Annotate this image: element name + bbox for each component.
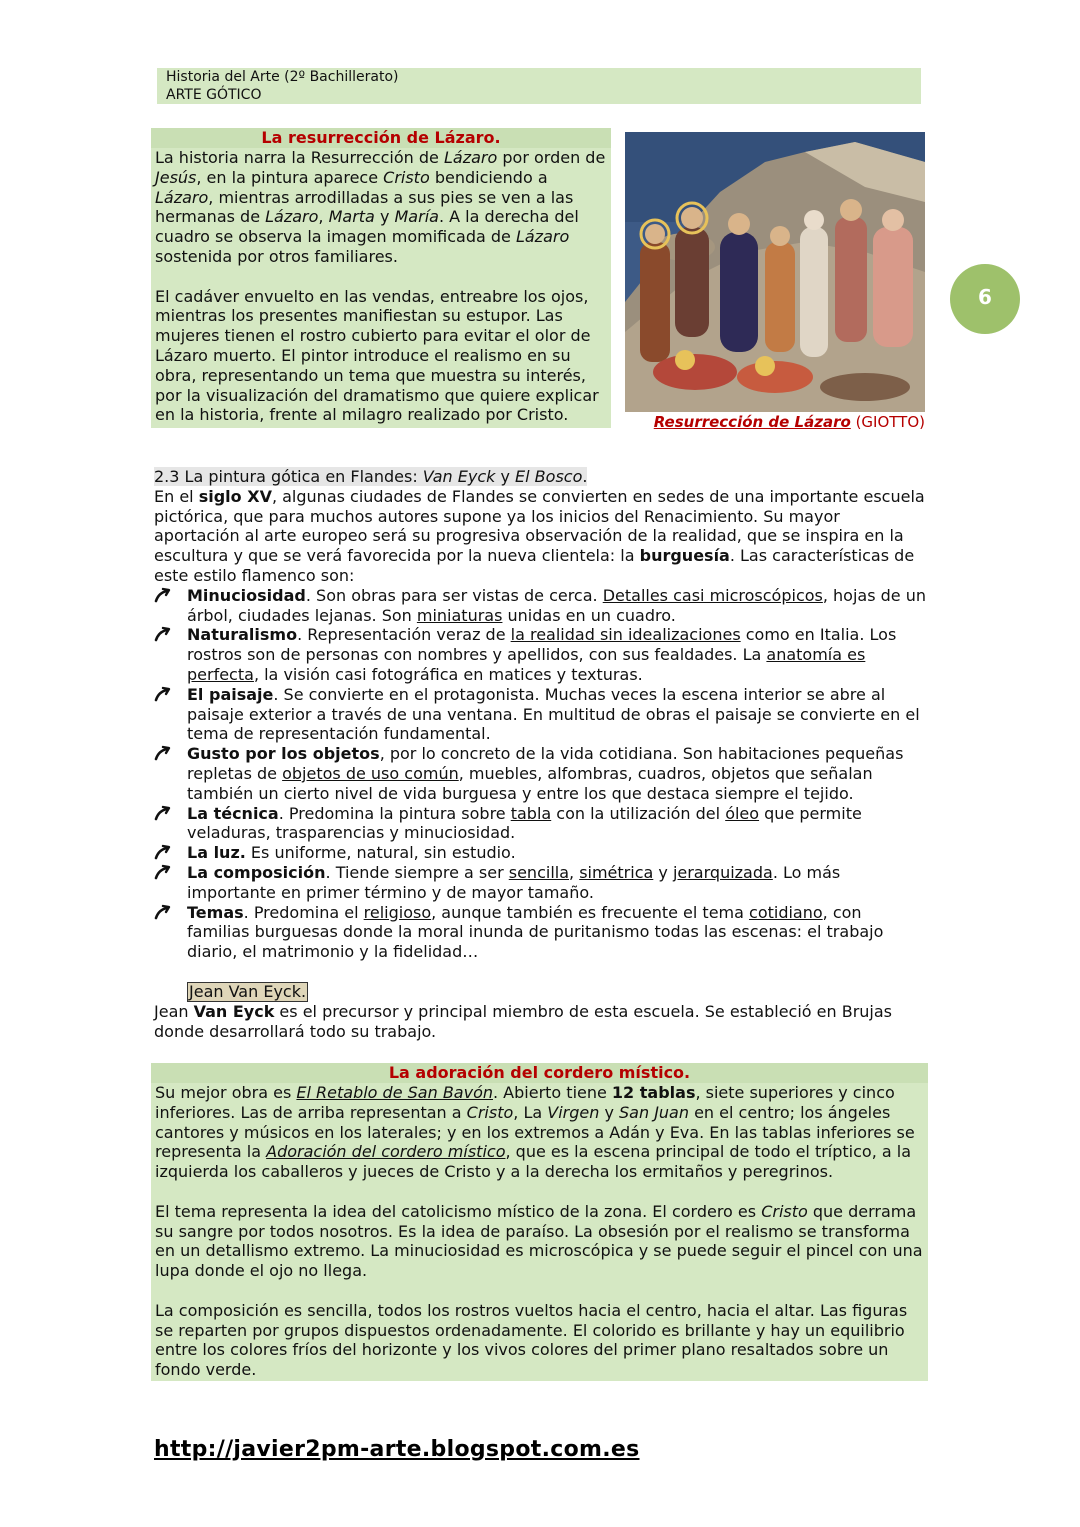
caption-author: (GIOTTO)	[850, 413, 925, 431]
cordero-text	[151, 1083, 928, 1380]
vaneyck-paragraph: Jean Van Eyck es el precursor y principal miembro de esta escuela. Se estableció en Brujas donde desarrollará todo su trabajo.	[154, 1001, 892, 1041]
bullet-arrow-icon	[154, 685, 176, 705]
cordero-box	[151, 1063, 928, 1381]
painting-caption	[625, 413, 925, 431]
flanders-section	[154, 467, 926, 1041]
section-heading: 2.3 La pintura gótica en Flandes: Van Eyck y El Bosco.	[154, 467, 588, 486]
unit-title: ARTE GÓTICO	[166, 87, 262, 103]
list-item: El paisaje. Se convierte en el protagonista. Muchas veces la escena interior se abre al paisaje exterior a través de una ventana. En multitud de obras el paisaje se convierte en el tema de representación fundamental.	[154, 685, 926, 744]
page-number-badge: 6	[950, 264, 1020, 334]
section-intro: En el siglo XV, algunas ciudades de Flandes se convierten en sedes de una importante escuela pictórica, que para muchos autores supone ya los inicios del Renacimiento. Su mayor aportación al arte europeo será su progresiva observación de la realidad, que se inspira en la escultura y que se verá favorecida por la nueva clientela: la burguesía. Las características de este estilo flamenco son:	[154, 486, 925, 585]
list-item: La técnica. Predomina la pintura sobre tabla con la utilización del óleo que permite veladuras, trasparencias y minuciosidad.	[154, 804, 926, 844]
list-item: Gusto por los objetos, por lo concreto de la vida cotidiana. Son habitaciones pequeñas repletas de objetos de uso común, muebles, alfombras, cuadros, objetos que señalan también un cierto nivel de vida burguesa y entre los que destaca siempre el tejido.	[154, 744, 926, 803]
vaneyck-label: Jean Van Eyck.	[189, 981, 307, 1001]
document-header	[157, 68, 921, 104]
list-item: Temas. Predomina el religioso, aunque también es frecuente el tema cotidiano, con familias burguesas donde la moral inunda de puritanismo todas las escenas: el trabajo diario, el matrimonio y la fidelidad…	[154, 903, 926, 962]
bullet-arrow-icon	[154, 843, 176, 863]
bullet-arrow-icon	[154, 863, 176, 883]
list-item: Naturalismo. Representación veraz de la realidad sin idealizaciones como en Italia. Los rostros son de personas con nombres y apellidos, con sus fealdades. La anatomía es perfecta, la visión casi fotográfica en matices y texturas.	[154, 625, 926, 684]
vaneyck-heading-line	[154, 982, 926, 1002]
bullet-arrow-icon	[154, 744, 176, 764]
cordero-paragraph-1: Su mejor obra es El Retablo de San Bavón. Abierto tiene 12 tablas, siete superiores y cinco inferiores. Las de arriba representan a Cristo, La Virgen y San Juan en el centro; los ángeles cantores y músicos en los laterales; y en los extremos a Adán y Eva. En las tablas inferiores se representa la Adoración del cordero místico, que es la escena principal de todo el tríptico, a la izquierda los caballeros y jueces de Cristo y a la derecha los ermitaños y peregrinos.	[155, 1083, 915, 1182]
cordero-paragraph-3: La composición es sencilla, todos los rostros vueltos hacia el centro, hacia el altar. Las figuras se reparten por grupos dispuestos ordenadamente. El colorido es brillante y hay un equilibrio entre los colores fríos del horizonte y los vivos colores del primer plano resaltados sobre un fondo verde.	[155, 1300, 908, 1380]
lazaro-text	[151, 148, 611, 425]
cordero-paragraph-2: El tema representa la idea del catolicismo místico de la zona. El cordero es Cristo que derrama su sangre por todos nosotros. Es la idea de paraíso. La obsesión por el realismo se transforma en un detallismo extremo. La minuciosidad es microscópica y se puede seguir el pincel con una lupa donde el ojo no llega.	[155, 1201, 923, 1281]
lazaro-box	[151, 128, 611, 428]
list-item: La luz. Es uniforme, natural, sin estudio.	[154, 843, 926, 863]
caption-title: Resurrección de Lázaro	[653, 413, 851, 431]
bullet-arrow-icon	[154, 804, 176, 824]
blog-url-link[interactable]: http://javier2pm-arte.blogspot.com.es	[154, 1437, 640, 1462]
course-title: Historia del Arte (2º Bachillerato)	[166, 69, 399, 85]
bullet-arrow-icon	[154, 625, 176, 645]
lazaro-paragraph-2: El cadáver envuelto en las vendas, entreabre los ojos, mientras los presentes manifiestan su estupor. Las mujeres tienen el rostro cubierto para evitar el olor de Lázaro muerto. El pintor introduce el realismo en su obra, representando un tema que muestra su interés, por la visualización del dramatismo que quiere explicar en la historia, frente al milagro realizado por Cristo.	[155, 286, 599, 425]
giotto-painting-image	[625, 132, 925, 412]
lazaro-paragraph-1: La historia narra la Resurrección de Lázaro por orden de Jesús, en la pintura aparece Cristo bendiciendo a Lázaro, mientras arrodilladas a sus pies se ven a las hermanas de Lázaro, Marta y María. A la derecha del cuadro se observa la imagen momificada de Lázaro sostenida por otros familiares.	[155, 148, 606, 266]
lazaro-title: La resurrección de Lázaro.	[151, 128, 611, 148]
cordero-title: La adoración del cordero místico.	[151, 1063, 928, 1083]
characteristics-list	[154, 586, 926, 962]
list-item: La composición. Tiende siempre a ser sencilla, simétrica y jerarquizada. Lo más importante en primer término y de mayor tamaño.	[154, 863, 926, 903]
bullet-arrow-icon	[154, 586, 176, 606]
bullet-arrow-icon	[154, 903, 176, 923]
list-item: Minuciosidad. Son obras para ser vistas de cerca. Detalles casi microscópicos, hojas de un árbol, ciudades lejanas. Son miniaturas unidas en un cuadro.	[154, 586, 926, 626]
